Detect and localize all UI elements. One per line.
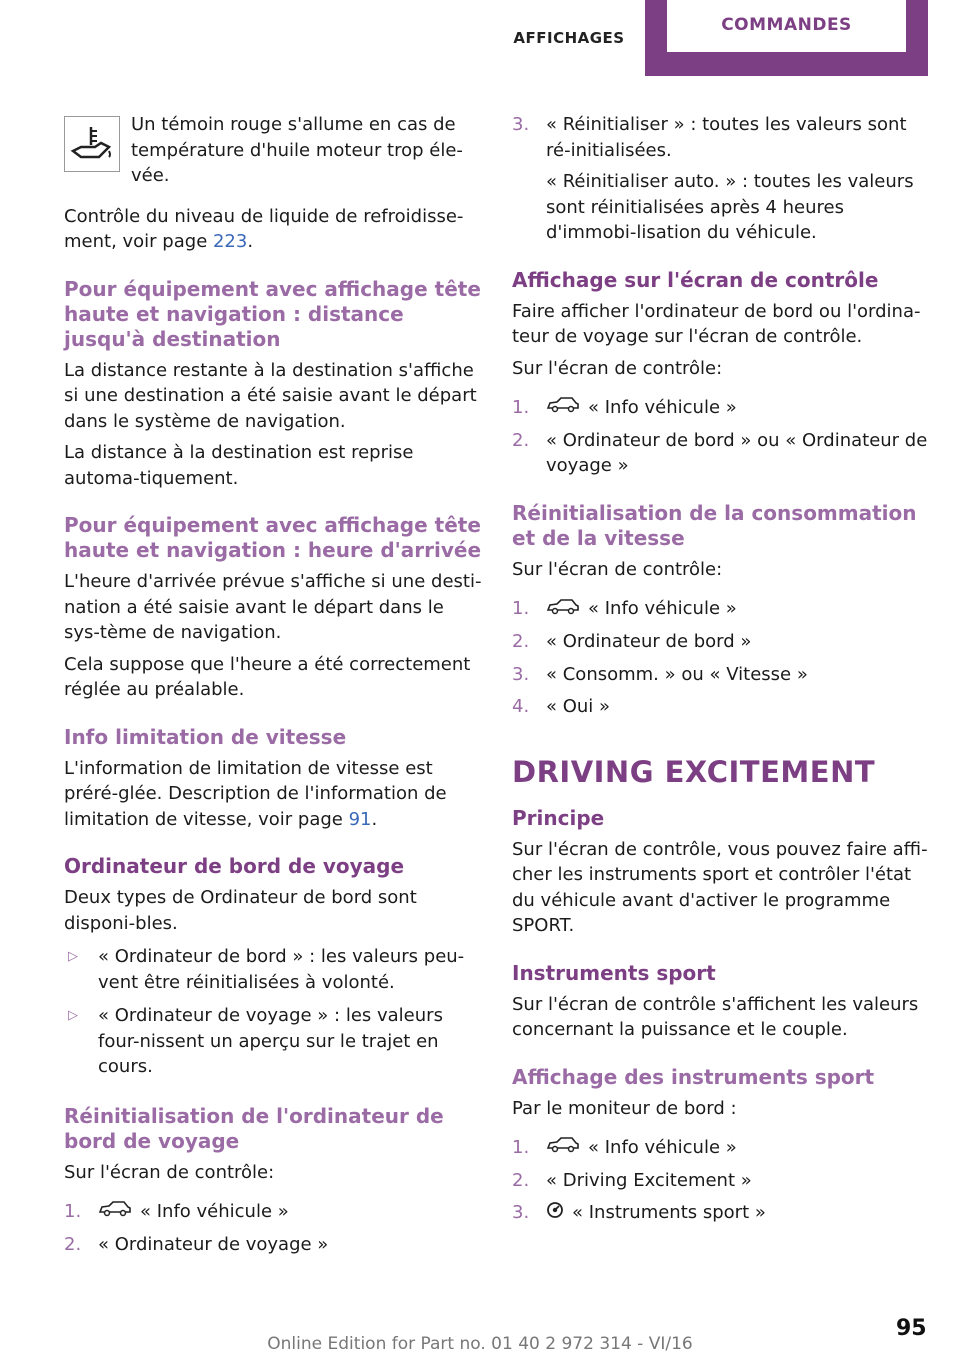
tab-commandes[interactable]	[645, 0, 928, 76]
tab-affichages[interactable]	[493, 0, 645, 76]
tab-commandes-label: COMMANDES	[721, 15, 852, 36]
step-number: 3.	[512, 114, 530, 135]
triangle-bullet-icon: ▷	[68, 949, 78, 964]
tab-affichages-label: AFFICHAGES	[513, 29, 625, 47]
list-item	[512, 694, 928, 720]
car-icon	[546, 395, 580, 421]
step-number: 2.	[512, 1169, 530, 1191]
step-number: 3.	[512, 663, 530, 685]
list-item	[64, 1003, 482, 1080]
step-number: 1.	[512, 397, 530, 418]
step-text: « Oui »	[546, 696, 611, 717]
heading-reset-consumption: Réinitialisation de la consommation et de la vitesse	[512, 500, 917, 550]
arrival-text-2: Cela suppose que l'heure a été correctement réglée au préalable.	[64, 653, 471, 700]
step-text: « Ordinateur de bord »	[546, 631, 752, 652]
speed-limit-text: L'information de limitation de vitesse est préré-glée. Description de l'information de limitation de vitesse, voir page 91.	[64, 757, 447, 830]
arrival-text-1: L'heure d'arrivée prévue s'affiche si une desti-nation a été saisie avant le départ dans le sys-tème de navigation.	[64, 571, 482, 643]
coolant-text-body: Contrôle du niveau de liquide de refroidisse-ment, voir page	[64, 205, 464, 252]
warning-text: Un témoin rouge s'allume en cas de température d'huile moteur trop éle-vée.	[131, 114, 463, 186]
list-item	[512, 428, 928, 479]
speed-limit-text-body: L'information de limitation de vitesse est préré-glée. Description de l'information de limitation de vitesse, voir page	[64, 757, 447, 830]
step-text: « Consomm. » ou « Vitesse »	[546, 663, 808, 685]
list-item	[512, 1135, 928, 1161]
consumption-intro-text: Sur l'écran de contrôle:	[512, 558, 723, 580]
heading-principle: Principe	[512, 805, 605, 830]
coolant-text: Contrôle du niveau de liquide de refroidisse-ment, voir page 223.	[64, 205, 464, 252]
step-text: « Info véhicule »	[588, 598, 737, 620]
step-text: « Info véhicule »	[588, 1137, 737, 1158]
sport-instruments-text: Sur l'écran de contrôle s'affichent les valeurs concernant la puissance et le couple.	[512, 993, 919, 1040]
trip-computer-text: Deux types de Ordinateur de bord sont disponi-bles.	[64, 887, 417, 934]
step-number: 2.	[512, 429, 530, 451]
list-item	[512, 1200, 928, 1226]
car-icon	[546, 597, 580, 623]
distance-text-1: La distance restante à la destination s'affiche si une destination a été saisie avant le départ dans le système de navigation.	[64, 359, 477, 432]
list-item	[64, 1199, 482, 1225]
heading-display: Affichage sur l'écran de contrôle	[512, 267, 879, 292]
display-text-1: Faire afficher l'ordinateur de bord ou l'ordina-teur de voyage sur l'écran de contrôle.	[512, 300, 921, 347]
page-link-91[interactable]: 91	[348, 808, 372, 830]
step-number: 1.	[64, 1201, 82, 1222]
heading-driving-excitement: DRIVING EXCITEMENT	[512, 754, 876, 789]
step-number: 2.	[64, 1233, 82, 1255]
principle-text: Sur l'écran de contrôle, vous pouvez faire affi-cher les instruments sport et contrôler l'état du véhicule avant d'activer le programme SPORT.	[512, 838, 928, 936]
heading-sport-display: Affichage des instruments sport	[512, 1064, 875, 1089]
heading-speed-limit: Info limitation de vitesse	[64, 724, 347, 749]
display-text-2: Sur l'écran de contrôle:	[512, 357, 723, 379]
step-text: « Ordinateur de bord » ou « Ordinateur de voyage »	[546, 429, 928, 477]
step-text: « Instruments sport »	[572, 1202, 766, 1224]
list-item	[512, 1168, 928, 1194]
heading-distance: Pour équipement avec affichage tête haute et navigation : distance jusqu'à destination	[64, 276, 481, 351]
step-number: 1.	[512, 1137, 530, 1158]
list-item	[64, 944, 482, 995]
oil-temperature-icon	[64, 116, 120, 172]
heading-trip-computer: Ordinateur de bord de voyage	[64, 854, 405, 878]
list-item	[512, 596, 928, 622]
page-number: 95	[896, 1316, 927, 1341]
distance-text-2: La distance à la destination est reprise automa-tiquement.	[64, 442, 414, 489]
sport-display-text: Par le moniteur de bord :	[512, 1097, 737, 1119]
gauge-icon	[546, 1201, 564, 1227]
page-link-223[interactable]: 223	[212, 231, 248, 252]
heading-arrival: Pour équipement avec affichage tête haute et navigation : heure d'arrivée	[64, 513, 482, 562]
step-number: 1.	[512, 598, 530, 620]
step-text: « Ordinateur de voyage »	[98, 1233, 329, 1255]
left-column	[64, 112, 482, 1257]
list-item	[512, 662, 928, 688]
list-item	[64, 1232, 482, 1258]
step-number: 2.	[512, 631, 530, 652]
heading-reset-trip: Réinitialisation de l'ordinateur de bord de voyage	[64, 1103, 444, 1153]
step-text: « Driving Excitement »	[546, 1169, 752, 1191]
edition-footer: Online Edition for Part no. 01 40 2 972 314 - VI/16	[267, 1334, 693, 1354]
step-text: « Réinitialiser auto. » : toutes les valeurs sont réinitialisées après 4 heures d'immobi-lisation du véhicule.	[546, 171, 914, 243]
warning-block	[64, 112, 482, 189]
step-number: 3.	[512, 1202, 530, 1224]
bullet-text-2: « Ordinateur de voyage » : les valeurs four-nissent un aperçu sur le trajet en cours.	[98, 1005, 443, 1077]
triangle-bullet-icon: ▷	[68, 1008, 78, 1023]
list-item	[512, 112, 928, 163]
list-item-continuation	[512, 169, 928, 246]
step-text: « Info véhicule »	[588, 397, 737, 418]
list-item	[512, 395, 928, 421]
car-icon	[546, 1135, 580, 1161]
heading-sport-instruments: Instruments sport	[512, 960, 716, 985]
car-icon	[98, 1199, 132, 1225]
step-text: « Info véhicule »	[140, 1201, 289, 1222]
reset-intro-text: Sur l'écran de contrôle:	[64, 1161, 275, 1183]
right-column	[512, 112, 928, 1226]
step-number: 4.	[512, 696, 530, 717]
list-item	[512, 629, 928, 655]
bullet-text-1: « Ordinateur de bord » : les valeurs peu-vent être réinitialisées à volonté.	[98, 946, 465, 993]
step-text: « Réinitialiser » : toutes les valeurs sont ré-initialisées.	[546, 114, 907, 161]
